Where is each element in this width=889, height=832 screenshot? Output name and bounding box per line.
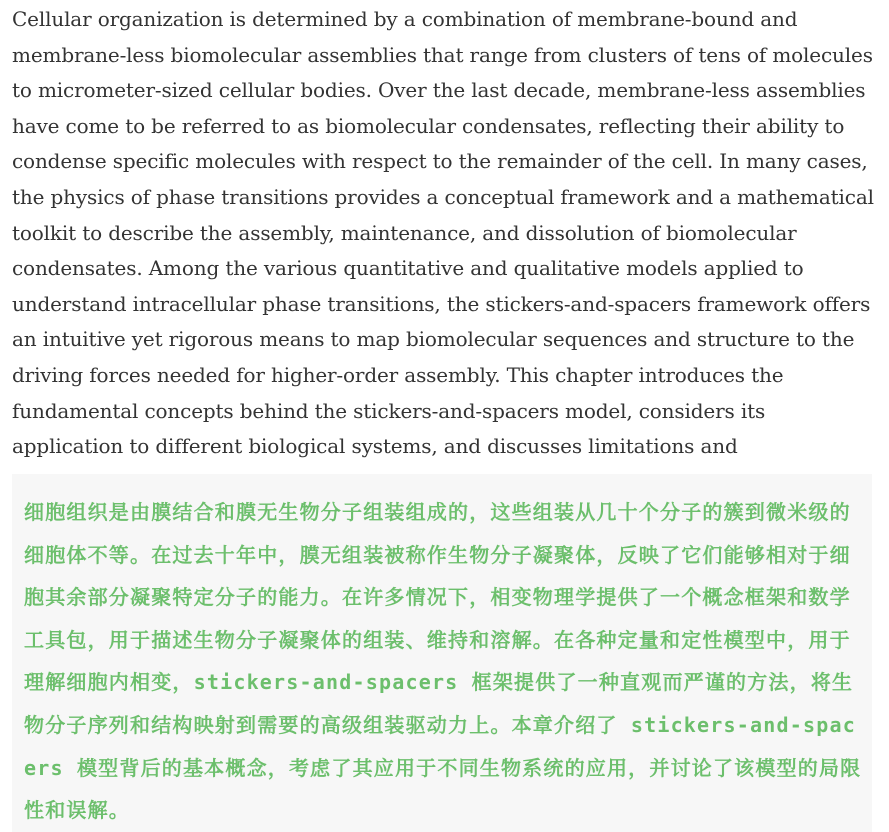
abstract-paragraph-chinese-translation: 细胞组织是由膜结合和膜无生物分子组装组成的，这些组装从几十个分子的簇到微米级的细胞体不等。在过去十年中，膜无组装被称作生物分子凝聚体，反映了它们能够相对于细胞其余部分凝聚特定分子的能力。在许多情况下，相变物理学提供了一个概念框架和数学工具包，用于描述生物分子凝聚体的组装、维持和溶解。在各种定量和定性模型中，用于理解细胞内相变，stickers-and-spacers 框架提供了一种直观而严谨的方法，将生物分子序列和结构映射到需要的高级组装驱动力上。本章介绍了 stickers-and-spacers 模型背后的基本概念，考虑了其应用于不同生物系统的应用，并讨论了该模型的局限性和误解。 bbox=[24, 500, 862, 823]
abstract-paragraph-english: Cellular organization is determined by a combination of membrane-bound and membrane-less biomolecular assemblies that range from clusters of tens of molecules to micrometer-sized cellular bodies. Over the last decade, membrane-less assemblies have come to be referred to as biomolecular condensates, reflecting their ability to condense specific molecules with respect to the remainder of the cell. In many cases, the physics of phase transitions provides a conceptual framework and a mathematical toolkit to describe the assembly, maintenance, and dissolution of biomolecular condensates. Among the various quantitative and qualitative models applied to understand intracellular phase transitions, the stickers-and-spacers framework offers an intuitive yet rigorous means to map biomolecular sequences and structure to the driving forces needed for higher-order assembly. This chapter introduces the fundamental concepts behind the stickers-and-spacers model, considers its application to different biological systems, and discusses limitations and bbox=[12, 7, 874, 459]
translation-block bbox=[12, 474, 872, 832]
